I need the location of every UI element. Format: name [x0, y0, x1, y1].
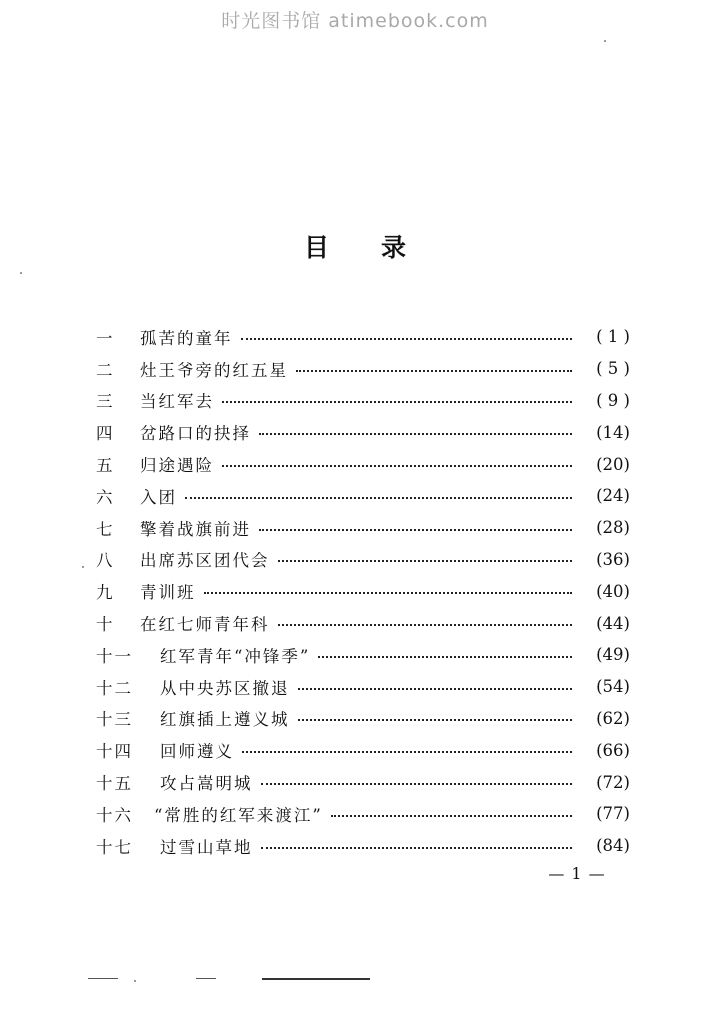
- toc-chapter-number: 十: [96, 615, 115, 635]
- toc-page-number: ( 1 ): [596, 327, 630, 347]
- scan-artifact-speck: [134, 980, 136, 982]
- page-number: — 1 —: [548, 864, 606, 883]
- toc-entry: [96, 353, 630, 385]
- toc-chapter-title: 从中央苏区撤退: [160, 678, 290, 698]
- toc-dot-leader: [222, 465, 572, 467]
- toc-chapter-number: 十三: [96, 710, 133, 730]
- toc-chapter-title: 回师遵义: [160, 742, 234, 762]
- toc-entry: [96, 639, 630, 671]
- toc-entry: [96, 607, 630, 639]
- toc-page-number: (44): [596, 613, 630, 633]
- toc-chapter-number: 十二: [96, 678, 133, 698]
- toc-entry: [96, 671, 630, 703]
- toc-page-number: (49): [596, 645, 630, 665]
- watermark: 时光图书馆 atimebook.com: [221, 10, 489, 32]
- toc-dot-leader: [298, 719, 573, 721]
- toc-dot-leader: [318, 656, 572, 658]
- scan-artifact-line: [88, 978, 118, 979]
- toc-chapter-title: 红旗插上遵义城: [160, 710, 290, 730]
- toc-page-number: (28): [596, 518, 630, 538]
- toc-entry: [96, 321, 630, 353]
- toc-chapter-title: 擎着战旗前进: [140, 519, 251, 539]
- toc-chapter-number: 六: [96, 487, 115, 507]
- toc-dot-leader: [242, 751, 572, 753]
- toc-dot-leader: [259, 433, 572, 435]
- toc-dot-leader: [296, 370, 572, 372]
- toc-page-number: (54): [596, 677, 630, 697]
- toc-chapter-number: 二: [96, 360, 115, 380]
- toc-dot-leader: [261, 783, 573, 785]
- toc-entry: [96, 703, 630, 735]
- toc-page-number: (66): [596, 740, 630, 760]
- toc-chapter-number: 一: [96, 328, 115, 348]
- toc-chapter-title: 岔路口的抉择: [140, 424, 251, 444]
- toc-entry: [96, 766, 630, 798]
- toc-page-number: (20): [596, 454, 630, 474]
- toc-dot-leader: [204, 592, 573, 594]
- title-char-2: 录: [381, 233, 407, 262]
- toc-dot-leader: [259, 529, 572, 531]
- toc-chapter-number: 十五: [96, 774, 133, 794]
- toc-chapter-number: 十六: [96, 805, 133, 825]
- toc-chapter-title: 当红军去: [140, 392, 214, 412]
- toc-chapter-number: 八: [96, 551, 115, 571]
- toc-page-number: (72): [596, 772, 630, 792]
- toc-page-number: (24): [596, 486, 630, 506]
- toc-entry: [96, 544, 630, 576]
- page-title: [0, 228, 710, 264]
- table-of-contents: [96, 321, 630, 862]
- toc-dot-leader: [222, 401, 572, 403]
- toc-entry: [96, 798, 630, 830]
- toc-page-number: (62): [596, 708, 630, 728]
- toc-entry: [96, 385, 630, 417]
- toc-dot-leader: [261, 847, 573, 849]
- toc-chapter-number: 十七: [96, 837, 133, 857]
- toc-chapter-title: 孤苦的童年: [140, 328, 233, 348]
- scan-artifact-speck: [604, 40, 606, 42]
- toc-chapter-number: 十一: [96, 646, 133, 666]
- scan-artifact-speck: [20, 272, 22, 274]
- toc-chapter-title: 攻占嵩明城: [160, 774, 253, 794]
- toc-chapter-title: 灶王爷旁的红五星: [140, 360, 288, 380]
- toc-chapter-title: “常胜的红军来渡江”: [154, 805, 323, 825]
- toc-entry: [96, 830, 630, 862]
- toc-chapter-title: 入团: [140, 487, 177, 507]
- toc-chapter-title: 归途遇险: [140, 456, 214, 476]
- toc-entry: [96, 448, 630, 480]
- toc-entry: [96, 416, 630, 448]
- toc-dot-leader: [278, 624, 573, 626]
- title-char-1: 目: [303, 233, 329, 262]
- toc-page-number: (84): [596, 836, 630, 856]
- toc-chapter-number: 十四: [96, 742, 133, 762]
- scan-artifact-line: [262, 978, 370, 980]
- toc-chapter-title: 过雪山草地: [160, 837, 253, 857]
- toc-chapter-title: 青训班: [140, 583, 196, 603]
- toc-entry: [96, 734, 630, 766]
- toc-entry: [96, 480, 630, 512]
- toc-chapter-title: 在红七师青年科: [140, 615, 270, 635]
- toc-dot-leader: [241, 338, 573, 340]
- toc-chapter-number: 七: [96, 519, 115, 539]
- toc-chapter-title: 出席苏区团代会: [140, 551, 270, 571]
- scan-artifact-line: [196, 978, 216, 979]
- toc-chapter-number: 四: [96, 424, 115, 444]
- toc-entry: [96, 575, 630, 607]
- toc-dot-leader: [298, 688, 573, 690]
- scan-artifact-speck: [82, 566, 84, 568]
- toc-page-number: (40): [596, 581, 630, 601]
- toc-page-number: (14): [596, 422, 630, 442]
- toc-chapter-title: 红军青年“冲锋季”: [160, 646, 311, 666]
- toc-dot-leader: [331, 815, 572, 817]
- toc-chapter-number: 九: [96, 583, 115, 603]
- toc-dot-leader: [278, 560, 573, 562]
- toc-page-number: ( 5 ): [596, 359, 630, 379]
- toc-page-number: (36): [596, 549, 630, 569]
- toc-dot-leader: [185, 497, 572, 499]
- toc-chapter-number: 三: [96, 392, 115, 412]
- toc-entry: [96, 512, 630, 544]
- toc-page-number: (77): [596, 804, 630, 824]
- toc-page-number: ( 9 ): [596, 390, 630, 410]
- toc-chapter-number: 五: [96, 456, 115, 476]
